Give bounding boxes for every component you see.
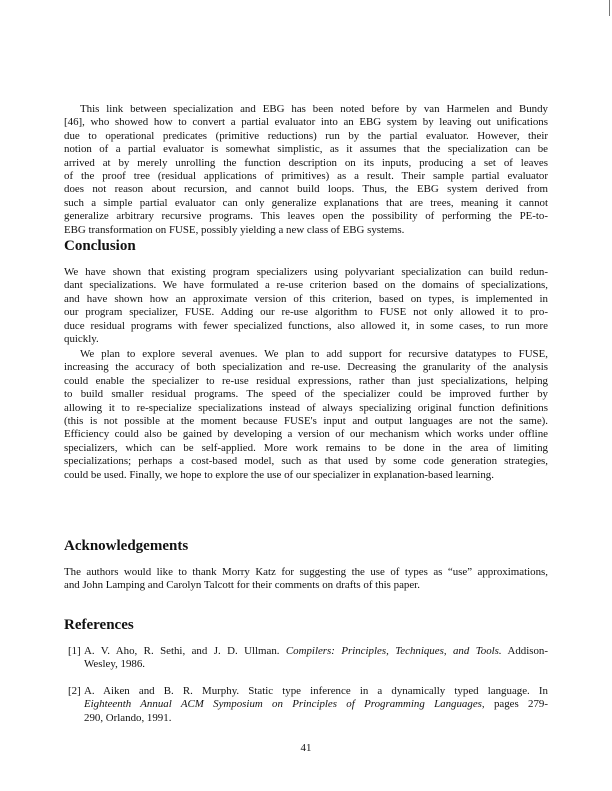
paragraph-conclusion-1: [64, 266, 548, 346]
text-line: of the proof tree (residual applications of primitives) as a result. Their sample partial evaluator: [64, 169, 548, 182]
text-line: generalize arbitrary recursive programs. This leaves open the possibility of performing the PE-to-: [64, 210, 548, 223]
text-line: to build smaller residual programs. The speed of the specializer could be improved further by: [64, 388, 548, 401]
reference-venue: Eighteenth Annual ACM Symposium on Principles of Programming Languages,: [84, 698, 485, 711]
reference-line: [84, 698, 548, 711]
paragraph-conclusion-2: [64, 348, 548, 482]
text-line: allowing it to re-specialize specializations instead of always specializing original function definitions: [64, 401, 548, 414]
text-line: notion of a partial evaluator is somewhat simplistic, as it assumes that the specialization can be: [64, 143, 548, 156]
paragraph-ebg: [64, 103, 548, 237]
reference-publisher: Addison-: [507, 645, 548, 657]
text-line: [46], who showed how to convert a partial evaluator into an EBG system by leaving out unifications: [64, 116, 548, 129]
scan-mark: [609, 0, 610, 16]
text-line: and have shown how an approximate version of this criterion, based on types, is implemented in: [64, 292, 548, 305]
heading-conclusion: Conclusion: [64, 238, 136, 254]
text-line: arrived at by merely unrolling the function description on its inputs, producing a set of leaves: [64, 156, 548, 169]
reference-1: [64, 645, 548, 672]
text-line: The authors would like to thank Morry Katz for suggesting the use of types as “use” approximations,: [64, 566, 548, 578]
text-line: such a simple partial evaluator can only generalize explanations that are trees, meaning it cannot: [64, 196, 548, 209]
text-line: (this is not possible at the moment because FUSE's input and output languages are not the same).: [64, 414, 548, 427]
text-line: We plan to explore several avenues. We plan to add support for recursive datatypes to FUSE,: [80, 348, 548, 360]
reference-pages: pages 279-: [493, 698, 548, 711]
reference-authors: A. V. Aho, R. Sethi, and J. D. Ullman.: [84, 645, 280, 657]
text-line: This link between specialization and EBG has been noted before by van Harmelen and Bundy: [80, 103, 548, 115]
text-line: increasing the accuracy of both specialization and re-use. Decreasing the granularity of the analysis: [64, 361, 548, 374]
paragraph-acknowledgements: [64, 566, 548, 593]
heading-acknowledgements: Acknowledgements: [64, 538, 189, 554]
heading-references: References: [64, 617, 134, 633]
reference-line: [84, 645, 548, 658]
reference-line: Wesley, 1986.: [84, 658, 146, 671]
reference-number: [2]: [68, 685, 81, 697]
reference-title: Compilers: Principles, Techniques, and Tools.: [285, 645, 502, 657]
text-line: EBG transformation on FUSE, possibly yielding a new class of EBG systems.: [64, 223, 405, 236]
reference-2: [64, 685, 548, 725]
text-line: and John Lamping and Carolyn Talcott for their comments on drafts of this paper.: [64, 579, 420, 592]
text-line: our program specializer, FUSE. Adding our re-use algorithm to FUSE not only allowed it to pro-: [64, 306, 548, 319]
reference-line: 290, Orlando, 1991.: [84, 711, 172, 724]
reference-line: A. Aiken and B. R. Murphy. Static type inference in a dynamically typed language. In: [84, 685, 548, 697]
text-line: Efficiency could also be gained by developing a version of our mechanism which works under offline: [64, 428, 548, 441]
reference-number: [1]: [68, 645, 81, 657]
text-line: specializations; perhaps a cost-based model, such as that used by some code generation strategies,: [64, 455, 548, 468]
text-line: duce residual programs with fewer specialized functions, also allowed it, in some cases, to run more: [64, 319, 548, 332]
text-line: specializers, which can be self-applied. More work remains to be done in the area of limiting: [64, 441, 548, 454]
page-number: 41: [300, 742, 312, 754]
text-line: could be used. Finally, we hope to explore the use of our specializer in explanation-based learning.: [64, 468, 494, 481]
text-line: does not reason about recursion, and cannot build loops. Thus, the EBG system derived from: [64, 183, 548, 196]
text-line: quickly.: [64, 332, 99, 345]
text-line: due to operational predicates (primitive reductions) run by the partial evaluator. However, their: [64, 129, 548, 142]
text-line: dant specializations. We have formulated a re-use criterion based on the domains of specializations,: [64, 279, 548, 292]
text-line: We have shown that existing program specializers using polyvariant specialization can build redun-: [64, 266, 548, 278]
text-line: could enable the specializer to re-use residual expressions, rather than just specializations, helping: [64, 374, 548, 387]
